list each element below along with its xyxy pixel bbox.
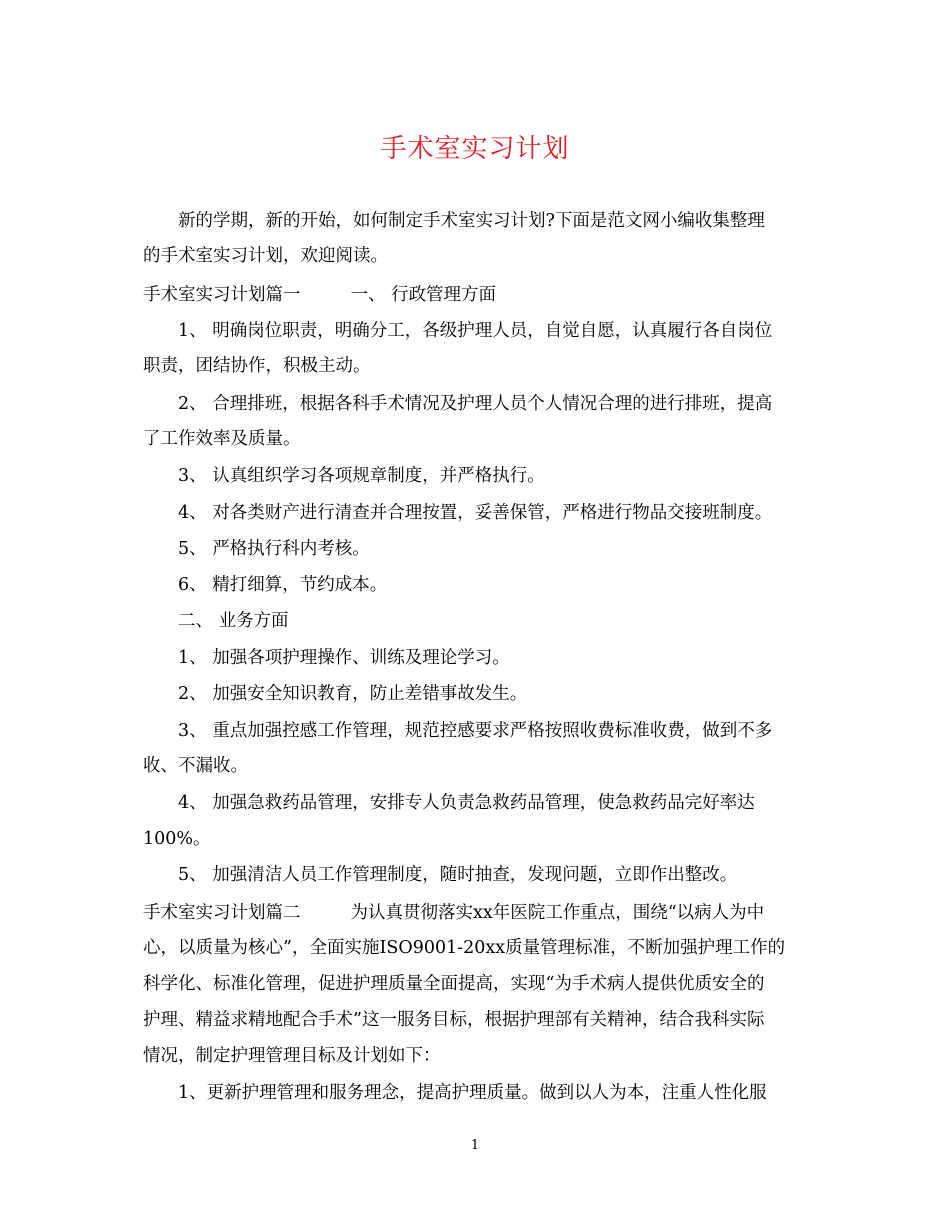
paragraph-line: 100%。 bbox=[143, 829, 211, 849]
paragraph-line: 了工作效率及质量。 bbox=[143, 429, 301, 449]
paragraph-line: 4、 加强急救药品管理，安排专人负责急救药品管理，使急救药品完好率达 bbox=[178, 793, 755, 813]
paragraph-line: 职责，团结协作，积极主动。 bbox=[143, 356, 371, 376]
paragraph-line: 1、 明确岗位职责，明确分工，各级护理人员，自觉自愿，认真履行各自岗位 bbox=[178, 321, 773, 341]
paragraph-line: 5、 加强清洁人员工作管理制度，随时抽查，发现问题，立即作出整改。 bbox=[178, 865, 738, 885]
paragraph-line: 4、 对各类财产进行清查并合理按置，妥善保管，严格进行物品交接班制度。 bbox=[178, 503, 773, 523]
paragraph-line: 1、更新护理管理和服务理念，提高护理质量。做到以人为本，注重人性化服 bbox=[178, 1083, 767, 1103]
paragraph-line: 科学化、标准化管理，促进护理质量全面提高，实现“为手术病人提供优质安全的 bbox=[143, 974, 765, 994]
section-label: 手术室实习计划篇一 bbox=[143, 285, 301, 305]
paragraph-line: 5、 严格执行科内考核。 bbox=[178, 539, 370, 559]
paragraph-text: 为认真贯彻落实xx年医院工作重点，围绕“以病人为中 bbox=[350, 903, 765, 923]
paragraph-line: 的手术室实习计划，欢迎阅读。 bbox=[143, 246, 388, 266]
paragraph-line: 情况，制定护理管理目标及计划如下： bbox=[143, 1046, 441, 1066]
paragraph-line: 3、 认真组织学习各项规章制度，并严格执行。 bbox=[178, 466, 545, 486]
paragraph-line: 1、 加强各项护理操作、训练及理论学习。 bbox=[178, 648, 510, 668]
document-title: 手术室实习计划 bbox=[380, 134, 570, 164]
paragraph-line: 心，以质量为核心”，全面实施ISO9001-20xx质量管理标准，不断加强护理工作的 bbox=[143, 938, 786, 958]
paragraph-line: 二、 业务方面 bbox=[178, 611, 289, 631]
paragraph-line: 护理、精益求精地配合手术”这一服务目标，根据护理部有关精神，结合我科实际 bbox=[143, 1010, 765, 1030]
paragraph-line: 收、不漏收。 bbox=[143, 756, 248, 776]
section-heading-line bbox=[143, 284, 813, 306]
paragraph-line: 3、 重点加强控感工作管理，规范控感要求严格按照收费标准收费，做到不多 bbox=[178, 721, 773, 741]
paragraph-line: 新的学期，新的开始，如何制定手术室实习计划?下面是范文网小编收集整理 bbox=[178, 211, 765, 231]
paragraph-line: 2、 加强安全知识教育，防止差错事故发生。 bbox=[178, 684, 528, 704]
section-subheading: 一、 行政管理方面 bbox=[350, 285, 497, 305]
paragraph-line: 2、 合理排班，根据各科手术情况及护理人员个人情况合理的进行排班，提高 bbox=[178, 394, 773, 414]
section-heading-line bbox=[143, 902, 813, 924]
page-number: 1 bbox=[470, 1138, 480, 1153]
paragraph-line: 6、 精打细算，节约成本。 bbox=[178, 575, 388, 595]
section-label: 手术室实习计划篇二 bbox=[143, 903, 301, 923]
